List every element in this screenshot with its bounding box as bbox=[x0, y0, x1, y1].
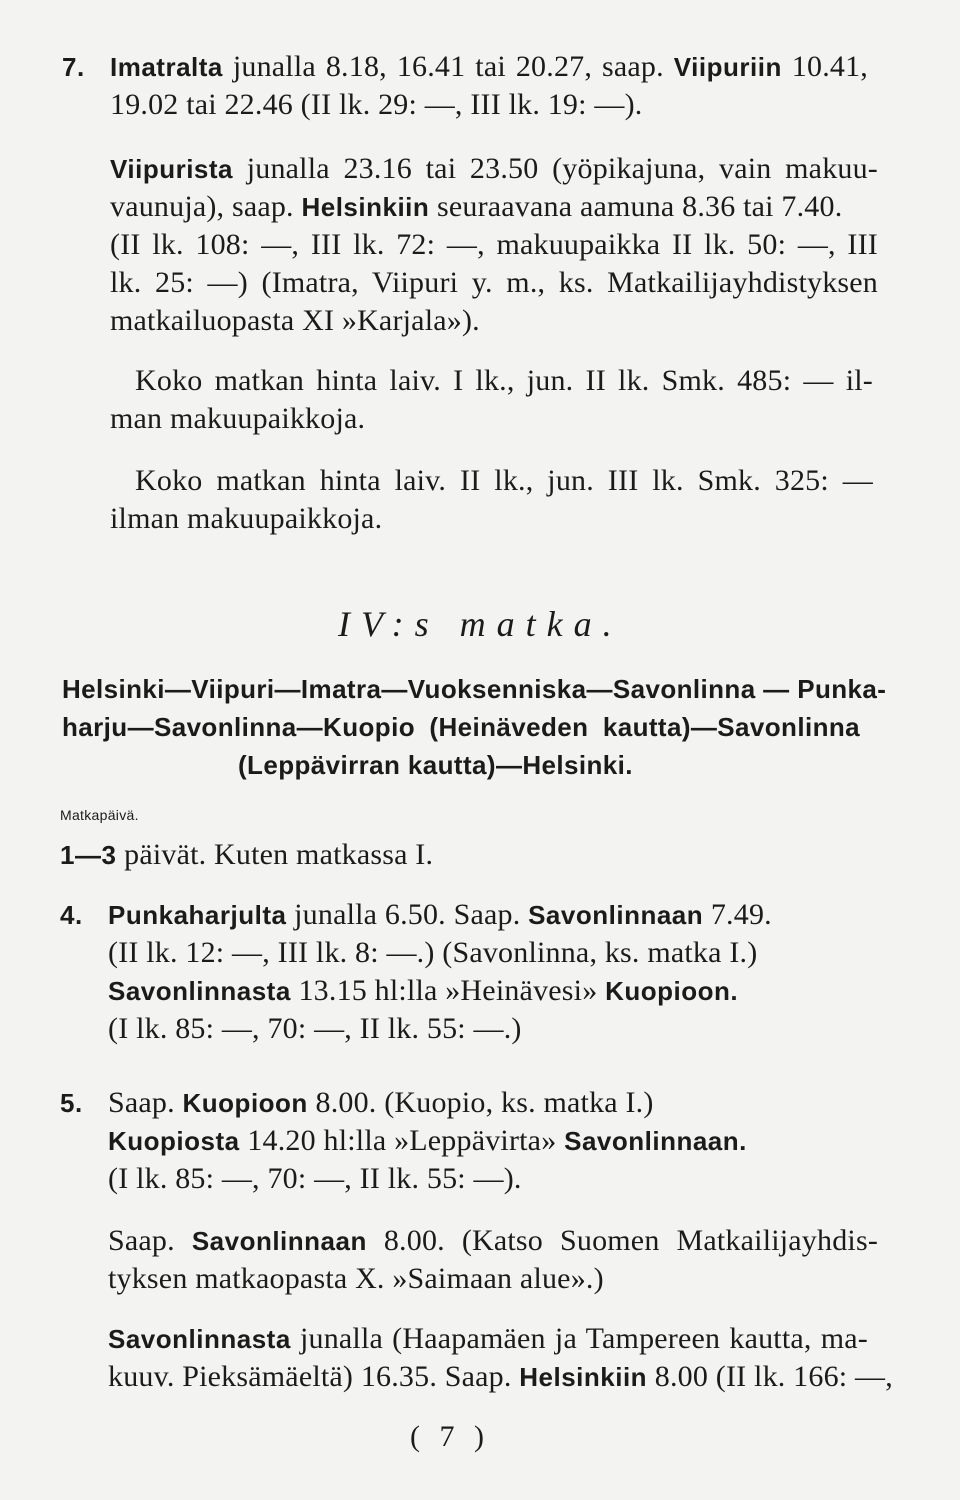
text-line: 1—3 päivät. Kuten matkassa I. bbox=[60, 838, 434, 871]
text-line: (I lk. 85: —, 70: —, II lk. 55: —.) bbox=[108, 1012, 522, 1045]
text-line: Saap. Savonlinnaan 8.00. (Katso Suomen Matkailijayhdis- bbox=[108, 1224, 879, 1257]
text-line: Koko matkan hinta laiv. I lk., jun. II lk. Smk. 485: — il- bbox=[135, 364, 873, 397]
item-number: 4. bbox=[60, 900, 83, 930]
text-line: (II lk. 108: —, III lk. 72: —, makuupaikka II lk. 50: —, III bbox=[110, 228, 878, 261]
text-line: 19.02 tai 22.46 (II lk. 29: —, III lk. 19: —). bbox=[110, 88, 643, 121]
column-label: Matkapäivä. bbox=[60, 807, 139, 823]
text-line: tyksen matkaopasta X. »Saimaan alue».) bbox=[108, 1262, 604, 1295]
text-line: Punkaharjulta junalla 6.50. Saap. Savonlinnaan 7.49. bbox=[108, 898, 772, 931]
text-line: lk. 25: —) (Imatra, Viipuri y. m., ks. Matkailijayhdistyksen bbox=[110, 266, 878, 299]
route-line: (Leppävirran kautta)—Helsinki. bbox=[238, 750, 633, 780]
text-line: Saap. Kuopioon 8.00. (Kuopio, ks. matka I.) bbox=[108, 1086, 654, 1119]
section-title: IV:s matka. bbox=[338, 604, 623, 644]
text-line: kuuv. Pieksämäeltä) 16.35. Saap. Helsinkiin 8.00 (II lk. 166: —, bbox=[108, 1360, 893, 1393]
text-line: Savonlinnasta junalla (Haapamäen ja Tampereen kautta, ma- bbox=[108, 1322, 868, 1355]
text-line: matkailuopasta XI »Karjala»). bbox=[110, 304, 480, 337]
item-number: 7. bbox=[62, 52, 85, 82]
page-number: ( 7 ) bbox=[410, 1420, 490, 1453]
text-line: Imatralta junalla 8.18, 16.41 tai 20.27, saap. Viipuriin 10.41, bbox=[110, 50, 868, 83]
text-line: ilman makuupaikkoja. bbox=[110, 502, 383, 535]
route-line: harju—Savonlinna—Kuopio (Heinäveden kautta)—Savonlinna bbox=[62, 712, 860, 742]
text-line: Viipurista junalla 23.16 tai 23.50 (yöpikajuna, vain makuu- bbox=[110, 152, 878, 185]
text-line: (I lk. 85: —, 70: —, II lk. 55: —). bbox=[108, 1162, 522, 1195]
text-line: Savonlinnasta 13.15 hl:lla »Heinävesi» Kuopioon. bbox=[108, 974, 739, 1007]
item-number: 5. bbox=[60, 1088, 83, 1118]
text-line: (II lk. 12: —, III lk. 8: —.) (Savonlinna, ks. matka I.) bbox=[108, 936, 758, 969]
text-line: man makuupaikkoja. bbox=[110, 402, 366, 435]
text-line: Kuopiosta 14.20 hl:lla »Leppävirta» Savonlinnaan. bbox=[108, 1124, 747, 1157]
text-line: vaunuja), saap. Helsinkiin seuraavana aamuna 8.36 tai 7.40. bbox=[110, 190, 843, 223]
text-line: Koko matkan hinta laiv. II lk., jun. III lk. Smk. 325: — bbox=[135, 464, 873, 497]
route-line: Helsinki—Viipuri—Imatra—Vuoksenniska—Savonlinna — Punka- bbox=[62, 674, 887, 704]
